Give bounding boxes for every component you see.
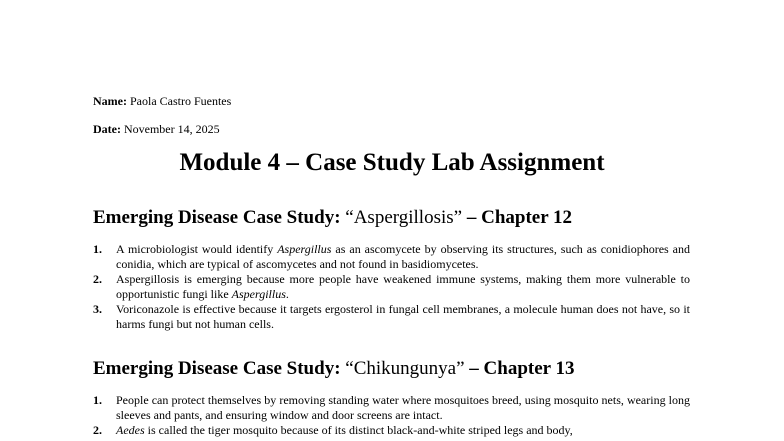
item-number: 1. [93, 242, 102, 256]
chikungunya-answers [93, 393, 690, 438]
item-number: 1. [93, 393, 102, 407]
heading-quote: “Chikungunya” [345, 358, 465, 379]
list-item [93, 393, 690, 423]
heading-suffix: – Chapter 13 [464, 358, 575, 379]
heading-suffix: – Chapter 12 [462, 207, 573, 228]
date-value: November 14, 2025 [123, 122, 220, 136]
name-value: Paola Castro Fuentes [129, 94, 232, 108]
item-text: Voriconazole is effective because it targets ergosterol in fungal cell membranes, a molecule human does not have, so it harms fungi but not human cells. [116, 302, 690, 331]
page-title: Module 4 – Case Study Lab Assignment [179, 149, 605, 176]
section-heading-chikungunya [93, 358, 575, 380]
item-text: is called the tiger mosquito because of its distinct black-and-white striped legs and body, [144, 423, 573, 437]
section-heading-aspergillosis [93, 207, 572, 229]
date-line [93, 122, 220, 136]
item-italic: Aspergillus [231, 287, 286, 301]
list-item [93, 272, 690, 302]
heading-prefix: Emerging Disease Case Study: [93, 207, 346, 228]
item-number: 2. [93, 423, 102, 437]
item-text: People can protect themselves by removing standing water where mosquitoes breed, using mosquito nets, wearing long sleeves and pants, and ensuring window and door screens are intact. [116, 393, 690, 422]
item-number: 2. [93, 272, 102, 286]
name-label: Name: [93, 94, 127, 108]
item-italic: Aedes [116, 423, 145, 437]
item-number: 3. [93, 302, 102, 316]
name-line [93, 94, 231, 108]
aspergillosis-answers [93, 242, 690, 332]
item-text: . [285, 287, 289, 301]
item-text: A microbiologist would identify [116, 242, 278, 256]
heading-prefix: Emerging Disease Case Study: [93, 358, 346, 379]
item-text: as an ascomycete by observing its structures, such as conidiophores and conidia, which are typical of ascomycetes and not found in basidiomycetes. [116, 242, 690, 271]
list-item [93, 242, 690, 272]
date-label: Date: [93, 122, 121, 136]
item-text: Aspergillosis is emerging because more people have weakened immune systems, making them more vulnerable to opportunistic fungi like [116, 272, 690, 301]
heading-quote: “Aspergillosis” [345, 207, 463, 228]
list-item [93, 423, 690, 438]
list-item [93, 302, 690, 332]
item-italic: Aspergillus [277, 242, 332, 256]
